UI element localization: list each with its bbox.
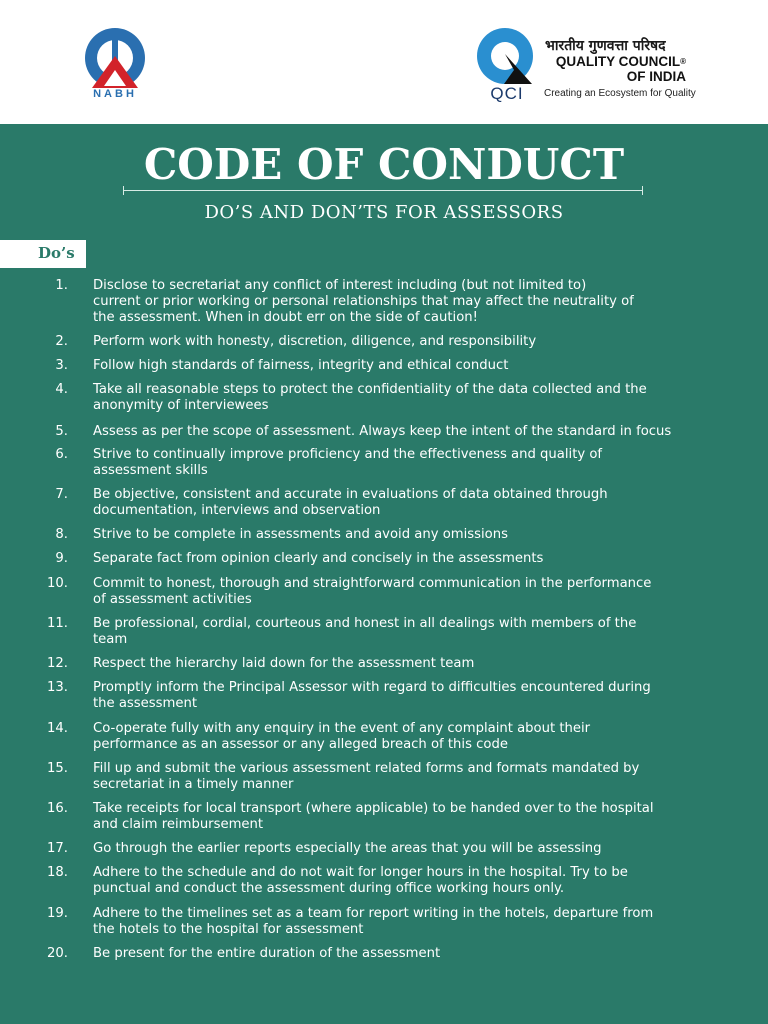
list-item-line: punctual and conduct the assessment during office working hours only.: [93, 881, 565, 896]
qci-name-line2: OF INDIA: [626, 69, 686, 84]
list-item-line: Separate fact from opinion clearly and concisely in the assessments: [93, 551, 544, 566]
qci-hindi-name: भारतीय गुणवत्ता परिषद: [545, 38, 666, 54]
list-item-text: [93, 721, 733, 753]
list-item-number: 8.: [55, 527, 68, 542]
title-divider: [123, 190, 643, 191]
list-item-line: Co-operate fully with any enquiry in the event of any complaint about their: [93, 721, 591, 736]
list-item-number: 7.: [55, 487, 68, 502]
list-item-line: Fill up and submit the various assessment related forms and formats mandated by: [93, 761, 640, 776]
list-item-number: 3.: [55, 358, 68, 373]
list-item-text: [93, 278, 733, 326]
list-item-line: Strive to continually improve proficiency and the effectiveness and quality of: [93, 447, 603, 462]
list-item-number: 19.: [47, 906, 68, 921]
list-item-number: 20.: [47, 946, 68, 961]
list-item-number: 9.: [55, 551, 68, 566]
list-item-text: [93, 447, 733, 479]
list-item-line: anonymity of interviewees: [93, 398, 269, 413]
list-item-number: 1.: [55, 278, 68, 293]
list-item-line: Commit to honest, thorough and straightforward communication in the performance: [93, 576, 652, 591]
list-item-line: current or prior working or personal relationships that may affect the neutrality of: [93, 294, 634, 309]
list-item-text: [93, 761, 733, 793]
list-item-text: [93, 946, 733, 962]
registered-mark: ®: [680, 57, 686, 66]
list-item-number: 2.: [55, 334, 68, 349]
page-subtitle: DO’S AND DON’TS FOR ASSESSORS: [204, 202, 564, 223]
list-item-line: secretariat in a timely manner: [93, 777, 294, 792]
list-item-line: the assessment. When in doubt err on the side of caution!: [93, 310, 478, 325]
section-tab: [0, 240, 86, 268]
list-item-number: 16.: [47, 801, 68, 816]
list-item-line: Adhere to the schedule and do not wait for longer hours in the hospital. Try to be: [93, 865, 628, 880]
qci-tagline: Creating an Ecosystem for Quality: [544, 88, 696, 99]
list-item-number: 17.: [47, 841, 68, 856]
list-item-line: Follow high standards of fairness, integrity and ethical conduct: [93, 358, 509, 373]
qci-name-line1: QUALITY COUNCIL: [555, 54, 681, 69]
list-item-line: Strive to be complete in assessments and avoid any omissions: [93, 527, 508, 542]
list-item-number: 12.: [47, 656, 68, 671]
list-item-line: Perform work with honesty, discretion, diligence, and responsibility: [93, 334, 537, 349]
list-item-number: 11.: [47, 616, 68, 631]
list-item-number: 13.: [47, 680, 68, 695]
page-title: CODE OF CONDUCT: [143, 140, 625, 189]
list-item-number: 15.: [47, 761, 68, 776]
list-item-text: [93, 358, 733, 374]
list-item-text: [93, 576, 733, 608]
list-item-line: Be present for the entire duration of the assessment: [93, 946, 441, 961]
list-item-line: Take all reasonable steps to protect the confidentiality of the data collected and the: [93, 382, 647, 397]
list-item-line: Be professional, cordial, courteous and honest in all dealings with members of the: [93, 616, 637, 631]
qci-letters: QCI: [490, 84, 524, 103]
list-item-number: 14.: [47, 721, 68, 736]
list-item-number: 4.: [55, 382, 68, 397]
list-item-line: Take receipts for local transport (where applicable) to be handed over to the hospital: [93, 801, 654, 816]
list-item-line: assessment skills: [93, 463, 208, 478]
list-item-text: [93, 424, 733, 440]
list-item-line: Be objective, consistent and accurate in evaluations of data obtained through: [93, 487, 608, 502]
list-item-line: Go through the earlier reports especially the areas that you will be assessing: [93, 841, 602, 856]
list-item-text: [93, 680, 733, 712]
list-item-text: [93, 616, 733, 648]
list-item-line: of assessment activities: [93, 592, 252, 607]
list-item-number: 6.: [55, 447, 68, 462]
list-item-line: performance as an assessor or any alleged breach of this code: [93, 737, 508, 752]
list-item-line: the assessment: [93, 696, 197, 711]
list-item-line: Assess as per the scope of assessment. Always keep the intent of the standard in focus: [93, 424, 672, 439]
list-item-line: team: [93, 632, 128, 647]
nabh-label: NABH: [93, 88, 137, 100]
list-item-line: Promptly inform the Principal Assessor with regard to difficulties encountered during: [93, 680, 651, 695]
list-item-line: Disclose to secretariat any conflict of interest including (but not limited to): [93, 278, 587, 293]
header-band: [0, 0, 768, 124]
list-item-line: the hotels to the hospital for assessment: [93, 922, 364, 937]
qci-logo-icon: [474, 26, 536, 88]
list-item-line: documentation, interviews and observation: [93, 503, 381, 518]
list-item-text: [93, 865, 733, 897]
list-item-text: [93, 841, 733, 857]
list-item-line: and claim reimbursement: [93, 817, 264, 832]
list-item-line: Adhere to the timelines set as a team for report writing in the hotels, departure from: [93, 906, 654, 921]
section-label: Do’s: [38, 244, 75, 262]
list-item-text: [93, 906, 733, 938]
list-item-text: [93, 527, 733, 543]
list-item-number: 5.: [55, 424, 68, 439]
qci-name: [544, 54, 686, 84]
list-item-text: [93, 801, 733, 833]
list-item-line: Respect the hierarchy laid down for the assessment team: [93, 656, 475, 671]
list-item-number: 10.: [47, 576, 68, 591]
list-item-text: [93, 656, 733, 672]
list-item-text: [93, 382, 733, 414]
list-item-text: [93, 551, 733, 567]
list-item-number: 18.: [47, 865, 68, 880]
list-item-text: [93, 487, 733, 519]
list-item-text: [93, 334, 733, 350]
